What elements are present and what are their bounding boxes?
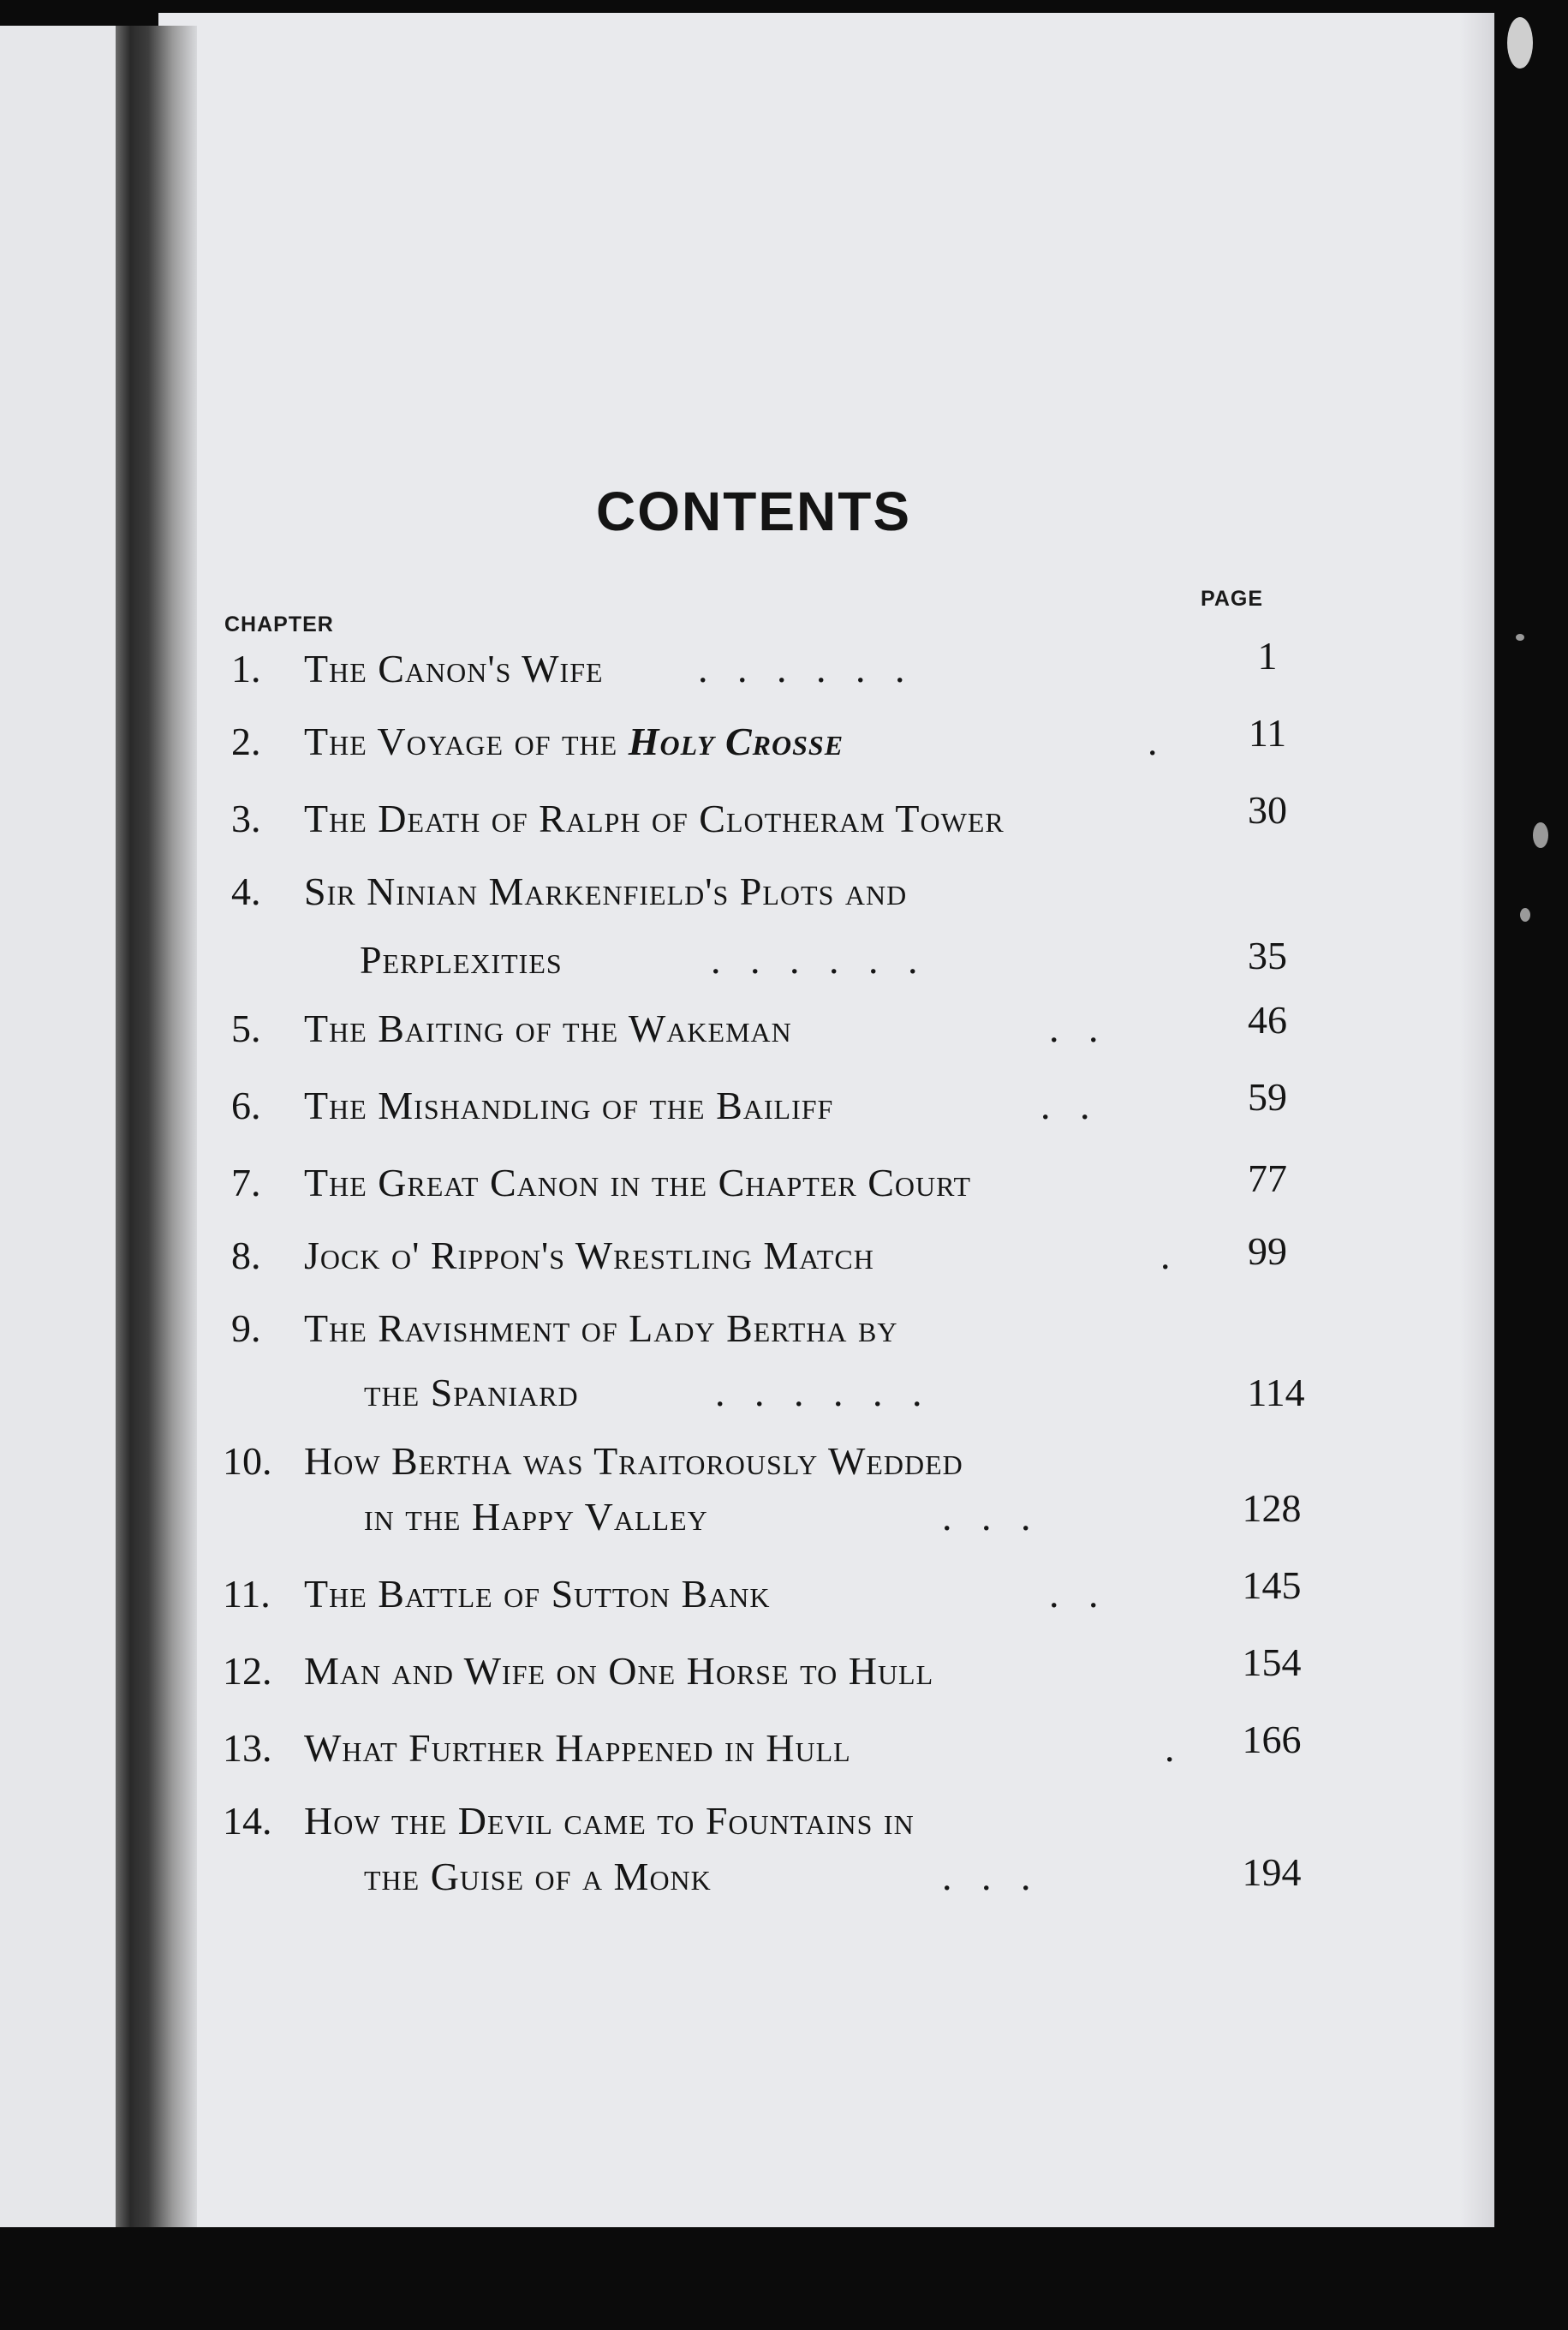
chapter-title: Sir Ninian Markenfield's Plots and	[304, 869, 908, 913]
page-column-label: PAGE	[1201, 587, 1263, 611]
leader-dots: . . .	[942, 1855, 1031, 1898]
toc-entry	[223, 1563, 1302, 1621]
chapter-title: How the Devil came to Fountains in	[304, 1799, 915, 1843]
toc-entry	[231, 1075, 1302, 1132]
chapter-number: 9.	[231, 1306, 261, 1350]
leader-dots: . . . . . .	[715, 1371, 922, 1414]
speck	[1516, 634, 1524, 641]
chapter-title: The Battle of Sutton Bank	[304, 1572, 771, 1616]
chapter-number: 14.	[223, 1799, 272, 1843]
chapter-number: 12.	[223, 1649, 272, 1693]
page-number: 77	[1248, 1156, 1287, 1200]
chapter-number: 1.	[231, 647, 261, 690]
leader-dots: . . .	[942, 1495, 1031, 1538]
chapter-title: The Ravishment of Lady Bertha by	[304, 1306, 898, 1350]
chapter-number: 10.	[223, 1439, 272, 1483]
leader-dots: . . . . . .	[698, 647, 905, 690]
toc-entry	[231, 865, 1302, 982]
toc-entry	[223, 1435, 1302, 1541]
chapter-column-label: CHAPTER	[224, 612, 334, 636]
chapter-title	[304, 715, 844, 768]
chapter-number: 5.	[231, 1007, 261, 1050]
chapter-title: Jock o' Rippon's Wrestling Match	[304, 1234, 874, 1277]
page-number: 166	[1242, 1718, 1302, 1761]
leader-dots: .	[1160, 1234, 1171, 1277]
page-number: 145	[1242, 1563, 1302, 1607]
chapter-title: The Great Canon in the Chapter Court	[304, 1161, 972, 1204]
leader-dots: . . . . . .	[711, 938, 918, 982]
toc-entry	[223, 1640, 1302, 1698]
page-title: CONTENTS	[596, 481, 911, 542]
chapter-number: 8.	[231, 1234, 261, 1277]
page-number: 128	[1242, 1486, 1302, 1530]
chapter-title: What Further Happened in Hull	[304, 1726, 851, 1770]
binding-gutter	[116, 26, 197, 2227]
chapter-title-continued: the Guise of a Monk	[364, 1855, 712, 1898]
speck	[1520, 908, 1530, 922]
chapter-title: The Mishandling of the Bailiff	[304, 1084, 834, 1127]
page-number: 194	[1242, 1850, 1302, 1894]
toc-entry	[231, 998, 1302, 1055]
page-number: 1	[1257, 634, 1278, 678]
leader-dots: .	[1165, 1726, 1175, 1770]
page-number: 30	[1248, 788, 1287, 832]
chapter-title: Man and Wife on One Horse to Hull	[304, 1649, 934, 1693]
page-number: 114	[1247, 1371, 1305, 1414]
toc-entry	[231, 1302, 1305, 1414]
leader-dots: . .	[1049, 1007, 1099, 1050]
chapter-number: 3.	[231, 797, 261, 840]
toc-entry	[231, 634, 1302, 696]
chapter-title: How Bertha was Traitorously Wedded	[304, 1439, 963, 1483]
chapter-number: 7.	[231, 1161, 261, 1204]
toc-entry	[231, 1156, 1302, 1210]
page-number: 35	[1248, 934, 1287, 977]
chapter-title-text: The Voyage of the	[304, 720, 629, 763]
toc-entry	[231, 1229, 1302, 1282]
page-number: 46	[1248, 998, 1287, 1042]
chapter-title-continued: in the Happy Valley	[364, 1495, 708, 1538]
chapter-title: The Death of Ralph of Clotheram Tower	[304, 797, 1005, 840]
leader-dots: . .	[1040, 1084, 1090, 1127]
leader-dots: .	[1148, 720, 1158, 763]
toc-entry	[231, 711, 1302, 768]
chapter-title-continued: the Spaniard	[364, 1371, 579, 1414]
chapter-title: The Baiting of the Wakeman	[304, 1007, 792, 1050]
chapter-title: The Canon's Wife	[304, 647, 604, 690]
chapter-title-continued: Perplexities	[360, 938, 563, 982]
page-number: 59	[1248, 1075, 1287, 1119]
speck	[1533, 822, 1548, 848]
toc-entry	[231, 788, 1302, 845]
toc-entry	[223, 1718, 1302, 1775]
page-number: 99	[1248, 1229, 1287, 1273]
chapter-number: 11.	[223, 1572, 271, 1616]
chapter-number: 6.	[231, 1084, 261, 1127]
leader-dots: . .	[1049, 1572, 1099, 1616]
page-number: 154	[1242, 1640, 1302, 1684]
chapter-number: 13.	[223, 1726, 272, 1770]
chapter-number: 2.	[231, 720, 261, 763]
speck	[1507, 17, 1533, 69]
ship-name: Holy Crosse	[628, 720, 844, 763]
toc-entry	[223, 1795, 1302, 1901]
page-number: 11	[1248, 711, 1287, 755]
chapter-number: 4.	[231, 869, 261, 913]
